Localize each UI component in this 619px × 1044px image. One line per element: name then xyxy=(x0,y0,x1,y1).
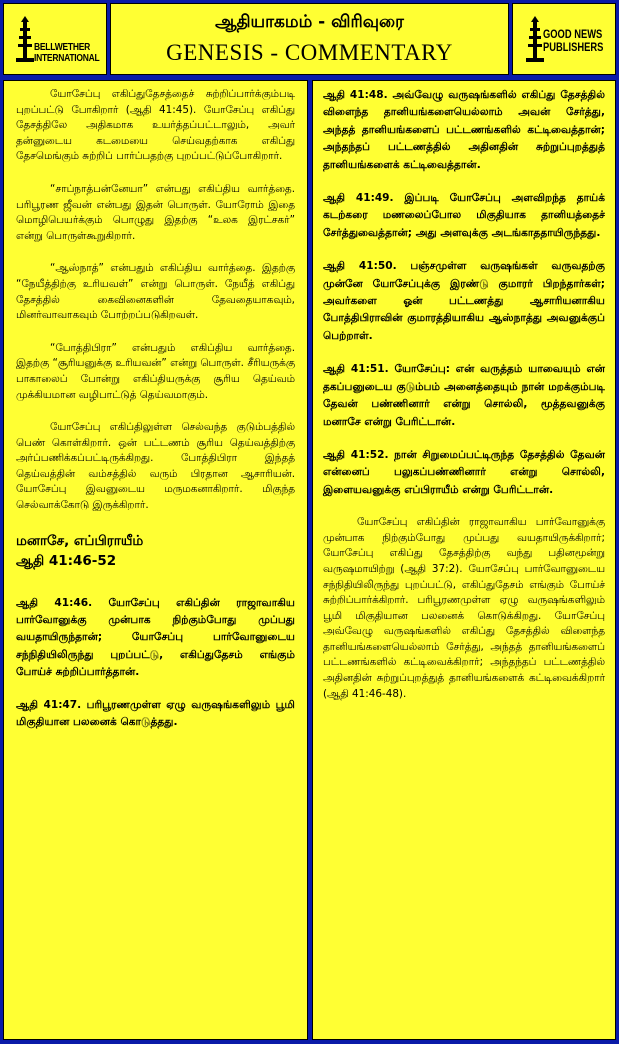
scripture-verse: ஆதி 41:47. பரிபூரணமுள்ள ஏழு வருஷங்களிலும் பூமி மிகுதியான பலனைக் கொடுத்தது. xyxy=(16,698,295,729)
left-column xyxy=(3,80,308,1040)
header-left-logo-panel xyxy=(3,3,107,75)
commentary-paragraph: “சாப்நாத்பன்னேயா” என்பது எகிப்திய வார்த்தை. பரிபூரண ஜீவன் என்பது இதன் பொருள். யோரோம் இதை மொழிபெயர்க்கும் பொழுது இதற்கு “உலக இரட்சகர்” என்று பொருள்கூறுகிறார். xyxy=(16,182,295,242)
scripture-verse: ஆதி 41:46. யோசேப்பு எகிப்தின் ராஜாவாகிய பார்வோனுக்கு முன்பாக நிற்கும்போது முப்பது வயதாயிருந்தான்; யோசேப்பு பார்வோனுடைய சந்நிதியிலிருந்து புறப்பட்டு, எகிப்துதேசம் எங்கும் போய்ச் சுற்றிப்பார்த்தான். xyxy=(16,596,295,679)
section-heading-title: மனாசே, எப்பிராயீம் xyxy=(16,532,144,549)
right-logo-text: GOOD NEWS PUBLISHERS xyxy=(543,27,604,54)
commentary-paragraph: யோசேப்பு எகிப்தின் ராஜாவாகிய பார்வோனுக்கு முன்பாக நிற்கும்போது முப்பது வயதாயிருக்கிறார்; யோசேப்பு எகிப்து தேசத்திற்கு வந்து பதினமூன்று வருஷமாயிற்று (ஆதி 37:2). யோசேப்பு பார்வோனுடைய சந்நிதியிலிருந்து புறப்பட்டு, எகிப்துதேசம் எங்கும் போய்ச் சுற்றிப்பார்க்கிறார். பரிபூரணமுள்ள ஏழு வருஷங்களிலும் பூமி மிகுதியான பலனைக் கொடுக்கிறது. யோசேப்பு அவ்வேழு வருஷங்களில் எகிப்து தேசத்தில் விளைந்த தானியங்களையெல்லாம் சேர்த்து, அந்தத் தானியங்களைப் பட்டணங்களில் கட்டிவைக்கிறார்; அந்தந்தப் பட்டணத்தில் அதினதின் சுற்றுப்புறத்துத் தானியங்களைக் கட்டிவைக்கிறார் (ஆதி 41:46-48). xyxy=(323,516,605,700)
commentary-paragraph: “போத்திபிரா” என்பதும் எகிப்திய வார்த்தை. இதற்கு “சூரியனுக்கு உரியவன்” என்று பொருள். சீரியருக்கு பாகாலைப் போன்று எகிப்தியருக்கு சூரிய தெய்வம் முக்கியமான வழிபாட்டுத் தெய்வமாகும். xyxy=(16,341,295,401)
commentary-paragraph: யோசேப்பு எகிப்துதேசத்தைச் சுற்றிப்பார்க்கும்படி புறப்பட்டு போகிறார் (ஆதி 41:45). யோசேப்பு எகிப்து தேசத்திலே அதிகமாக உயர்த்தப்பட்டாலும், அவர் தன்னுடைய கடமையை செய்வதற்காக எகிப்து தேசமெங்கும் சுற்றிப் பார்ப்பதற்கு புறப்பட்டுப்போகிறார். xyxy=(16,88,295,163)
commentary-paragraph: “ஆஸ்நாத்” என்பதும் எகிப்திய வார்த்தை. இதற்கு “நேயீத்திற்கு உரியவள்” என்று பொருள். நேயீத் எகிப்து தேசத்தில் கைவினைகளின் தேவதையாகவும், மினர்வாவாகவும் போற்றப்படுகிறவள். xyxy=(16,262,295,322)
scripture-verse: ஆதி 41:49. இப்படி யோசேப்பு அளவிறந்த தாய்க் கடற்கரை மணலைப்போல மிகுதியாக தானியத்தைச் சேர்த்துவைத்தான்; அது அளவுக்கு அடங்காததாயிருந்தது. xyxy=(323,192,605,239)
section-heading xyxy=(16,531,295,571)
section-heading-reference: ஆதி 41:46-52 xyxy=(16,552,117,569)
header-title-panel xyxy=(110,3,509,75)
header-right-logo-panel xyxy=(512,3,616,75)
left-logo-text: BELLWETHER INTERNATIONAL xyxy=(34,42,100,64)
page-title-english: GENESIS - COMMENTARY xyxy=(166,40,453,65)
scripture-verse: ஆதி 41:52. நான் சிறுமைப்பட்டிருந்த தேசத்தில் தேவன் என்னைப் பலுகப்பண்ணினார் என்று சொல்லி, இளையவனுக்கு எப்பிராயீம் என்று பேரிட்டான். xyxy=(323,448,605,496)
bellwether-logo xyxy=(10,14,102,66)
scripture-verse: ஆதி 41:48. அவ்வேழு வருஷங்களில் எகிப்து தேசத்தில் விளைந்த தானியங்களையெல்லாம் அவன் சேர்த்து, அந்தத் தானியங்களைப் பட்டணங்களில் கட்டிவைத்தான்; அந்தந்தப் பட்டணத்தில் அதினதின் சுற்றுப்புறத்துத் தானியங்களைக் கட்டிவைத்தான். xyxy=(323,89,605,171)
scripture-verse: ஆதி 41:50. பஞ்சமுள்ள வருஷங்கள் வருவதற்கு முன்னே யோசேப்புக்கு இரண்டு குமாரர் பிறந்தார்கள்; அவர்களை ஓன் பட்டணத்து ஆசாரியனாகிய போத்திபிராவின் குமாரத்தியாகிய ஆஸ்நாத்து அவனுக்குப் பெற்றாள். xyxy=(323,260,605,342)
page-title-tamil: ஆதியாகமம் - விரிவுரை xyxy=(215,12,404,32)
commentary-paragraph: யோசேப்பு எகிப்திலுள்ள செல்வந்த குடும்பத்தில் பெண் கொள்கிறார். ஒன் பட்டணம் சூரிய தெய்வத்திற்கு அர்ப்பணிக்கப்பட்டிருக்கிறது. போத்திபிரா இந்தத் தெய்வத்தின் வம்சத்தில் வரும் பிரதான ஆசாரியன். யோசேப்பு இவனுடைய மருமகனாகிறார். மிகுந்த செல்வாக்கோடு இருக்கிறார். xyxy=(16,421,295,512)
right-column xyxy=(312,80,616,1040)
scripture-verse: ஆதி 41:51. யோசேப்பு: என் வருத்தம் யாவையும் என் தகப்பனுடைய குடும்பம் அனைத்தையும் நான் மறக்கும்படி தேவன் பண்ணினார் என்று சொல்லி, மூத்தவனுக்கு மனாசே என்று பேரிட்டான். xyxy=(323,363,605,428)
good-news-logo xyxy=(521,14,613,66)
